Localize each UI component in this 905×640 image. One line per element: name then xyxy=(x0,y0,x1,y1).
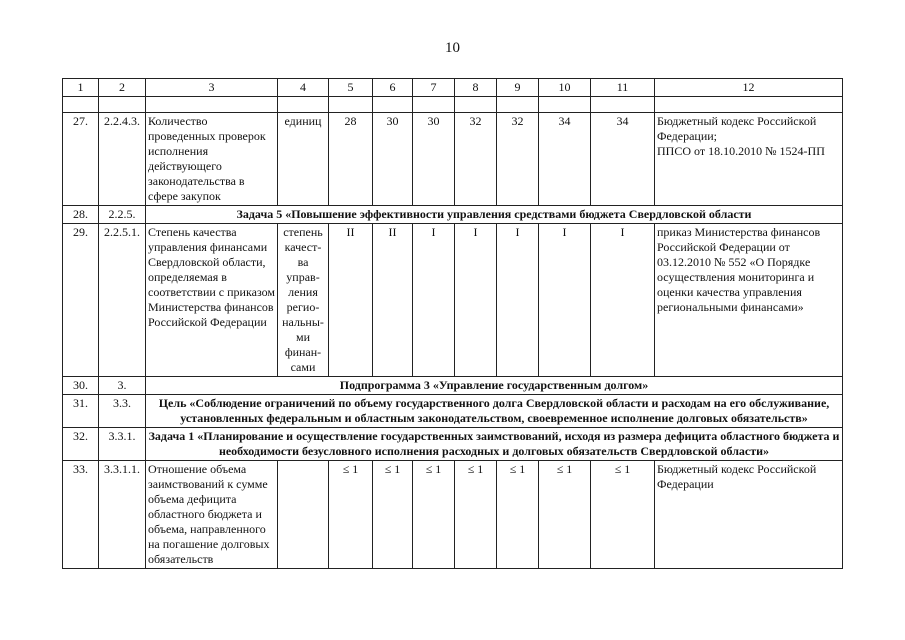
value-cell: I xyxy=(413,224,455,377)
legal-source: Бюджетный кодекс Российской Федерации; ППСО от 18.10.2010 № 1524-ПП xyxy=(655,113,843,206)
header-cell: 3 xyxy=(146,79,278,97)
legal-source: Бюджетный кодекс Российской Федерации xyxy=(655,461,843,569)
unit: единиц xyxy=(278,113,329,206)
page-number: 10 xyxy=(445,40,460,56)
row-number: 30. xyxy=(63,377,99,395)
row-number: 32. xyxy=(63,428,99,461)
row-code: 3. xyxy=(99,377,146,395)
row-code: 2.2.5. xyxy=(99,206,146,224)
header-cell: 5 xyxy=(329,79,373,97)
value-cell: II xyxy=(329,224,373,377)
table-row xyxy=(63,461,843,569)
row-code: 3.3.1. xyxy=(99,428,146,461)
table-row xyxy=(63,224,843,377)
value-cell: 32 xyxy=(497,113,539,206)
value-cell: 34 xyxy=(591,113,655,206)
row-code: 2.2.5.1. xyxy=(99,224,146,377)
row-code: 3.3. xyxy=(99,395,146,428)
value-cell: ≤ 1 xyxy=(373,461,413,569)
header-cell: 11 xyxy=(591,79,655,97)
header-cell: 6 xyxy=(373,79,413,97)
row-code: 3.3.1.1. xyxy=(99,461,146,569)
indicator-name: Количество проведенных проверок исполнения действующего законодательства в сфере закупок xyxy=(146,113,278,206)
value-cell: I xyxy=(539,224,591,377)
table-row xyxy=(63,206,843,224)
table-row xyxy=(63,395,843,428)
row-code: 2.2.4.3. xyxy=(99,113,146,206)
header-cell: 4 xyxy=(278,79,329,97)
header-cell: 10 xyxy=(539,79,591,97)
value-cell: ≤ 1 xyxy=(329,461,373,569)
indicator-name: Степень качества управления финансами Свердловской области, определяемая в соответствии с приказом Министерства финансов Российской Федерации xyxy=(146,224,278,377)
header-cell: 7 xyxy=(413,79,455,97)
value-cell: 30 xyxy=(413,113,455,206)
table-row xyxy=(63,377,843,395)
value-cell: ≤ 1 xyxy=(413,461,455,569)
column-number-row xyxy=(63,79,843,97)
value-cell: ≤ 1 xyxy=(497,461,539,569)
header-cell: 9 xyxy=(497,79,539,97)
value-cell: 34 xyxy=(539,113,591,206)
value-cell: 32 xyxy=(455,113,497,206)
section-title: Задача 1 «Планирование и осуществление государственных заимствований, исходя из размера дефицита областного бюджета и необходимости безусловного исполнения расходных и долговых обязательств Свердловской области» xyxy=(146,428,843,461)
indicators-table xyxy=(62,78,843,569)
header-cell: 8 xyxy=(455,79,497,97)
value-cell: ≤ 1 xyxy=(539,461,591,569)
value-cell: II xyxy=(373,224,413,377)
legal-source: приказ Министерства финансов Российской Федерации от 03.12.2010 № 552 «О Порядке осуществления мониторинга и оценки качества управления региональными финансами» xyxy=(655,224,843,377)
unit xyxy=(278,461,329,569)
row-number: 33. xyxy=(63,461,99,569)
row-number: 29. xyxy=(63,224,99,377)
header-cell: 12 xyxy=(655,79,843,97)
table-row xyxy=(63,113,843,206)
spacer-row xyxy=(63,97,843,113)
indicator-name: Отношение объема заимствований к сумме объема дефицита областного бюджета и объема, направленного на погашение долговых обязательств xyxy=(146,461,278,569)
row-number: 27. xyxy=(63,113,99,206)
row-number: 31. xyxy=(63,395,99,428)
value-cell: 28 xyxy=(329,113,373,206)
section-title: Подпрограмма 3 «Управление государственным долгом» xyxy=(146,377,843,395)
value-cell: I xyxy=(497,224,539,377)
section-title: Задача 5 «Повышение эффективности управления средствами бюджета Свердловской области xyxy=(146,206,843,224)
value-cell: I xyxy=(455,224,497,377)
unit: степень качест-ва управ-ления регио-нальны-ми финан-сами xyxy=(278,224,329,377)
value-cell: ≤ 1 xyxy=(455,461,497,569)
value-cell: I xyxy=(591,224,655,377)
section-title: Цель «Соблюдение ограничений по объему государственного долга Свердловской области и расходам на его обслуживание, установленных федеральным и областным законодательством, своевременное исполнение долговых обязательств» xyxy=(146,395,843,428)
row-number: 28. xyxy=(63,206,99,224)
header-cell: 2 xyxy=(99,79,146,97)
value-cell: ≤ 1 xyxy=(591,461,655,569)
value-cell: 30 xyxy=(373,113,413,206)
table-row xyxy=(63,428,843,461)
header-cell: 1 xyxy=(63,79,99,97)
